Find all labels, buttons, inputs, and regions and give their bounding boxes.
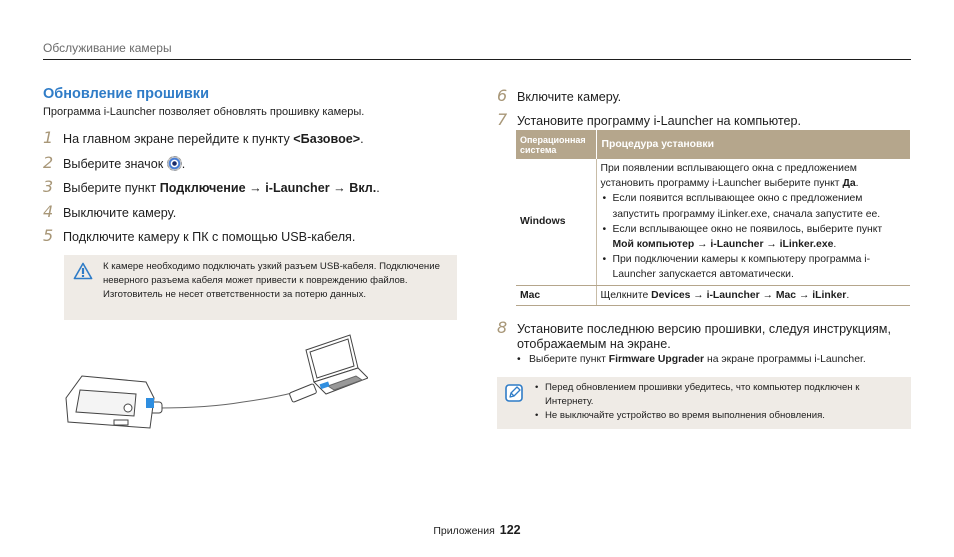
step-text: Выберите пункт Подключение → i-Launcher → Вкл..: [63, 181, 380, 196]
step-number: 4: [43, 201, 54, 221]
step-6: [497, 86, 621, 105]
table-row-mac: [516, 285, 910, 305]
list-item: • При подключении камеры к компьютеру программа i-Launcher запускается автоматически.: [601, 252, 907, 282]
procedure-cell: [596, 159, 910, 285]
list-item: • Если всплывающее окно не появилось, выберите пункт Мой компьютер → i-Launcher → iLinker.exe.: [601, 222, 907, 252]
page-footer: [0, 523, 954, 537]
list-item: • Если появится всплывающее окно с предложением запустить программу iLinker.exe, сначала запустите ее.: [601, 191, 907, 221]
step-2: [43, 153, 463, 178]
procedure-cell: Щелкните Devices → i-Launcher → Mac → iLinker.: [596, 285, 910, 305]
footer-section-label: Приложения: [433, 525, 495, 537]
list-item: • Не выключайте устройство во время выполнения обновления.: [535, 409, 905, 423]
step-number: 2: [43, 152, 54, 172]
page-number: 122: [499, 523, 521, 537]
step-4: [43, 202, 463, 227]
section-title: Обновление прошивки: [43, 86, 209, 102]
step-text: Включите камеру.: [517, 90, 622, 104]
step-number: 6: [497, 86, 508, 105]
step-text: Подключите камеру к ПК с помощью USB-кабеля.: [63, 230, 356, 245]
windows-intro: При появлении всплывающего окна с предложением установить программу i-Launcher выберите пункт Да.: [600, 163, 859, 190]
step-number: 1: [43, 128, 54, 147]
settings-gear-icon: [167, 156, 182, 171]
step-number: 8: [497, 318, 508, 337]
section-intro: Программа i-Launcher позволяет обновлять прошивку камеры.: [43, 106, 365, 118]
header-divider: [43, 59, 911, 60]
warning-triangle-icon: [73, 262, 93, 280]
step-8-bullet: • Выберите пункт Firmware Upgrader на экране программы i-Launcher.: [517, 354, 866, 365]
step-8: [497, 318, 891, 337]
list-item: • Перед обновлением прошивки убедитесь, что компьютер подключен к Интернету.: [535, 381, 905, 409]
step-8-text-continued: отображаемым на экране.: [517, 337, 671, 351]
step-7: [497, 110, 801, 129]
os-cell: Mac: [516, 285, 596, 305]
step-1: [43, 128, 463, 153]
step-text: Выключите камеру.: [63, 205, 177, 220]
step-text: Установите последнюю версию прошивки, следуя инструкциям,: [517, 322, 891, 336]
note-list: [535, 381, 905, 424]
warning-box: [64, 255, 457, 320]
windows-bullets: [601, 191, 907, 282]
running-header: Обслуживание камеры: [43, 41, 172, 55]
warning-text: К камере необходимо подключать узкий разъем USB-кабеля. Подключение неверного разъема кабеля может привести к повреждению файлов. Изготовитель не несет ответственности за потерю данных.: [103, 261, 440, 301]
step-text: Установите программу i-Launcher на компьютер.: [517, 114, 802, 128]
camera-usb-laptop-illustration: [58, 330, 368, 440]
column-header-os: Операционная система: [516, 130, 596, 159]
step-text: На главном экране перейдите к пункту <Базовое>.: [63, 132, 364, 146]
step-3: [43, 177, 463, 202]
step-number: 5: [43, 226, 54, 246]
os-cell: Windows: [516, 159, 596, 285]
step-number: 3: [43, 177, 54, 197]
step-number: 7: [497, 110, 508, 129]
note-box: [497, 377, 911, 429]
step-5: [43, 226, 463, 251]
steps-list-left: [43, 128, 463, 251]
column-header-procedure: Процедура установки: [596, 130, 910, 159]
step-text: Выберите значок .: [63, 156, 186, 171]
note-pencil-icon: [505, 384, 523, 402]
table-row-windows: [516, 159, 910, 285]
install-procedure-table: [516, 130, 910, 306]
table-header-row: [516, 130, 910, 159]
